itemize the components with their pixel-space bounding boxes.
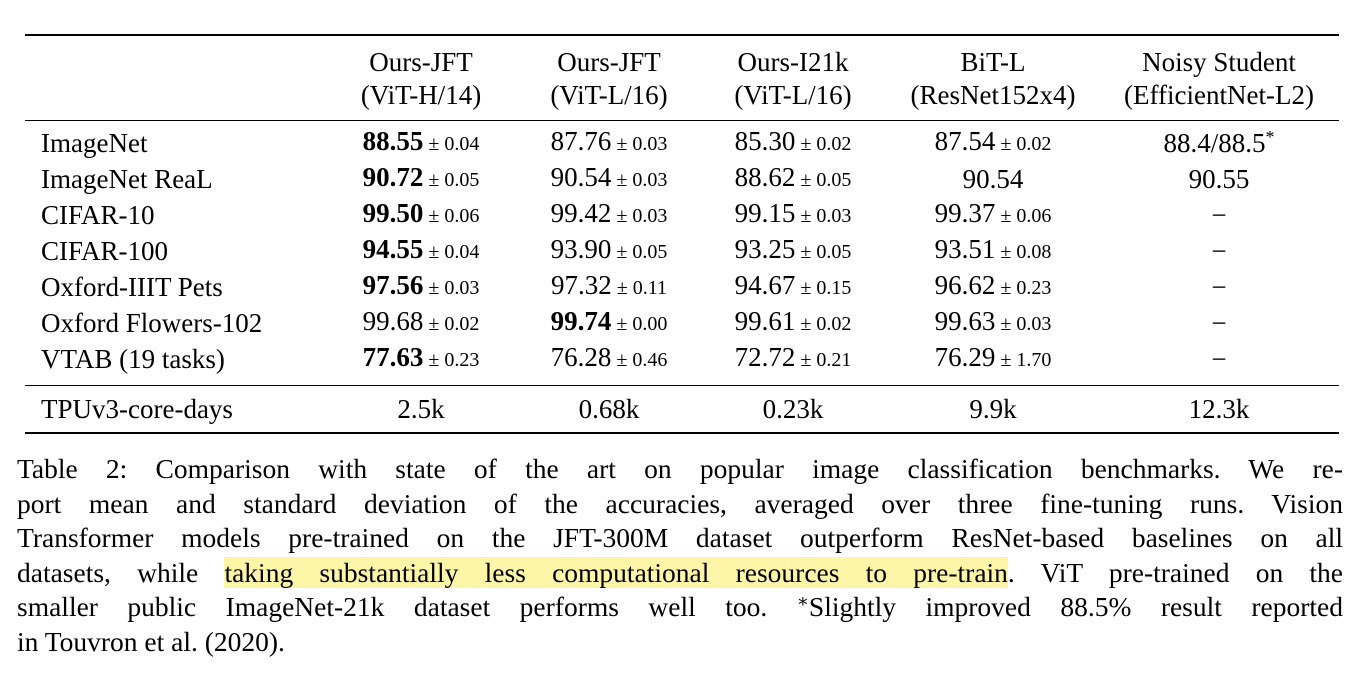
caption-line: [17, 590, 1343, 625]
table-row: [25, 161, 1339, 197]
std-value: ± 0.11: [616, 277, 667, 299]
std-value: ± 0.08: [1000, 241, 1052, 263]
mean-value: 88.62: [734, 162, 796, 192]
result-cell: [323, 341, 519, 386]
result-cell: [323, 121, 519, 162]
table-row: [25, 233, 1339, 269]
caption-line: Transformer models pre-trained on the JFT-300M dataset outperform ResNet-based baselines on all: [17, 522, 1343, 553]
caption-line: in Touvron et al. (2020).: [17, 625, 285, 657]
header-arch-1: (ViT-H/14): [323, 79, 519, 121]
best-mean-value: 94.55: [362, 234, 424, 264]
caption-text: datasets, while: [17, 556, 225, 588]
caption-highlight: taking substantially less computational resources to pre-train: [224, 556, 1008, 588]
cost-value: 9.9k: [887, 386, 1099, 434]
dataset-name: Oxford Flowers-102: [41, 307, 263, 338]
dataset-name: Oxford-IIIT Pets: [41, 271, 223, 302]
cost-value: 2.5k: [323, 386, 519, 434]
header-blank: [25, 79, 323, 121]
caption-line: Table 2: Comparison with state of the art on popular image classification benchmarks. We re-: [17, 453, 1343, 484]
dataset-name: CIFAR-10: [41, 199, 155, 230]
std-value: ± 0.02: [1000, 133, 1052, 155]
header-blank: [25, 35, 323, 79]
caption-text: smaller public ImageNet-21k dataset performs well too.: [17, 591, 797, 622]
results-body: [25, 121, 1339, 386]
caption-line: port mean and standard deviation of the accuracies, averaged over three fine-tuning runs. Vision: [17, 487, 1343, 519]
std-value: ± 0.21: [800, 349, 852, 371]
mean-value: 93.90: [550, 234, 612, 264]
header-arch-3: (ViT-L/16): [699, 79, 887, 121]
header-model-2: Ours-JFT: [519, 35, 699, 79]
best-mean-value: 99.74: [550, 306, 612, 336]
std-value: ± 0.03: [616, 133, 668, 155]
mean-value: 94.67: [734, 270, 796, 300]
result-cell: [323, 269, 519, 305]
std-value: ± 0.03: [1000, 313, 1052, 335]
result-cell: [323, 305, 519, 341]
mean-value: −: [1211, 199, 1227, 230]
std-value: ± 0.05: [616, 241, 668, 263]
std-value: ± 0.05: [800, 241, 852, 263]
dataset-name: CIFAR-100: [41, 235, 169, 266]
table-caption: [17, 452, 1343, 659]
header-row-architectures: [25, 79, 1339, 121]
std-value: ± 0.05: [800, 169, 852, 191]
mean-value: 93.51: [934, 234, 996, 264]
caption-line: [17, 556, 1343, 591]
mean-value: −: [1211, 235, 1227, 266]
mean-value: 88.4/88.5: [1163, 127, 1266, 158]
mean-value: 99.42: [550, 198, 612, 228]
std-value: ± 0.04: [428, 133, 480, 155]
table-row: [25, 305, 1339, 341]
std-value: ± 0.03: [800, 205, 852, 227]
mean-value: 85.30: [734, 126, 796, 156]
result-cell: [699, 161, 887, 197]
best-mean-value: 77.63: [362, 342, 424, 372]
std-value: ± 0.00: [616, 313, 668, 335]
mean-value: −: [1211, 343, 1227, 374]
mean-value: 99.63: [934, 306, 996, 336]
std-value: ± 0.02: [800, 313, 852, 335]
mean-value: 90.55: [1188, 163, 1250, 194]
dataset-name: ImageNet: [41, 127, 148, 158]
std-value: ± 0.15: [800, 277, 852, 299]
table-row: [25, 341, 1339, 386]
cost-row-label: TPUv3-core-days: [25, 386, 323, 434]
header-model-1: Ours-JFT: [323, 35, 519, 79]
best-mean-value: 99.50: [362, 198, 424, 228]
result-cell: [887, 121, 1099, 162]
mean-value: 90.54: [962, 163, 1024, 194]
cost-value: 0.23k: [699, 386, 887, 434]
result-cell: [1099, 305, 1339, 341]
cost-value: 12.3k: [1099, 386, 1339, 434]
result-cell: [699, 341, 887, 386]
mean-value: 99.15: [734, 198, 796, 228]
std-value: ± 0.02: [428, 313, 480, 335]
std-value: ± 0.46: [616, 349, 668, 371]
caption-text: Slightly improved 88.5% result reported: [808, 591, 1343, 622]
mean-value: 76.28: [550, 342, 612, 372]
std-value: ± 0.03: [428, 277, 480, 299]
result-cell: [519, 269, 699, 305]
cost-body: [25, 386, 1339, 434]
footnote-marker: *: [1265, 126, 1275, 147]
table-row: [25, 269, 1339, 305]
result-cell: [1099, 121, 1339, 162]
result-cell: [887, 305, 1099, 341]
std-value: ± 0.06: [1000, 205, 1052, 227]
result-cell: [519, 121, 699, 162]
table-row: [25, 197, 1339, 233]
result-cell: [1099, 161, 1339, 197]
std-value: ± 0.23: [1000, 277, 1052, 299]
std-value: ± 0.06: [428, 205, 480, 227]
result-cell: [699, 197, 887, 233]
mean-value: 96.62: [934, 270, 996, 300]
mean-value: 87.54: [934, 126, 996, 156]
mean-value: 99.37: [934, 198, 996, 228]
result-cell: [699, 269, 887, 305]
header-row-models: [25, 35, 1339, 79]
result-cell: [887, 161, 1099, 197]
result-cell: [519, 305, 699, 341]
header-arch-4: (ResNet152x4): [887, 79, 1099, 121]
mean-value: 76.29: [934, 342, 996, 372]
result-cell: [699, 233, 887, 269]
mean-value: 99.68: [362, 306, 424, 336]
std-value: ± 0.04: [428, 241, 480, 263]
result-cell: [519, 233, 699, 269]
header-arch-2: (ViT-L/16): [519, 79, 699, 121]
table-row: [25, 121, 1339, 162]
result-cell: [323, 197, 519, 233]
mean-value: −: [1211, 271, 1227, 302]
header-arch-5: (EfficientNet-L2): [1099, 79, 1339, 121]
result-cell: [1099, 197, 1339, 233]
std-value: ± 0.05: [428, 169, 480, 191]
std-value: ± 0.02: [800, 133, 852, 155]
result-cell: [887, 341, 1099, 386]
header-model-3: Ours-I21k: [699, 35, 887, 79]
mean-value: 72.72: [734, 342, 796, 372]
result-cell: [887, 233, 1099, 269]
result-cell: [323, 233, 519, 269]
result-cell: [519, 341, 699, 386]
mean-value: −: [1211, 307, 1227, 338]
dataset-name: VTAB (19 tasks): [41, 343, 225, 374]
result-cell: [1099, 233, 1339, 269]
header-model-4: BiT-L: [887, 35, 1099, 79]
result-cell: [1099, 269, 1339, 305]
header-model-5: Noisy Student: [1099, 35, 1339, 79]
cost-row: [25, 386, 1339, 434]
result-cell: [323, 161, 519, 197]
std-value: ± 0.03: [616, 205, 668, 227]
mean-value: 99.61: [734, 306, 796, 336]
mean-value: 87.76: [550, 126, 612, 156]
mean-value: 90.54: [550, 162, 612, 192]
best-mean-value: 90.72: [362, 162, 424, 192]
best-mean-value: 97.56: [362, 270, 424, 300]
std-value: ± 1.70: [1000, 349, 1052, 371]
result-cell: [887, 197, 1099, 233]
footnote-marker: ∗: [796, 591, 809, 611]
result-cell: [699, 305, 887, 341]
result-cell: [519, 197, 699, 233]
best-mean-value: 88.55: [362, 126, 424, 156]
std-value: ± 0.23: [428, 349, 480, 371]
caption-text: . ViT pre-trained on the: [1007, 556, 1344, 588]
result-cell: [519, 161, 699, 197]
results-table: [25, 34, 1339, 434]
dataset-name: ImageNet ReaL: [41, 163, 213, 194]
result-cell: [887, 269, 1099, 305]
result-cell: [699, 121, 887, 162]
result-cell: [1099, 341, 1339, 386]
cost-value: 0.68k: [519, 386, 699, 434]
mean-value: 97.32: [551, 270, 612, 300]
mean-value: 93.25: [734, 234, 796, 264]
std-value: ± 0.03: [616, 169, 668, 191]
